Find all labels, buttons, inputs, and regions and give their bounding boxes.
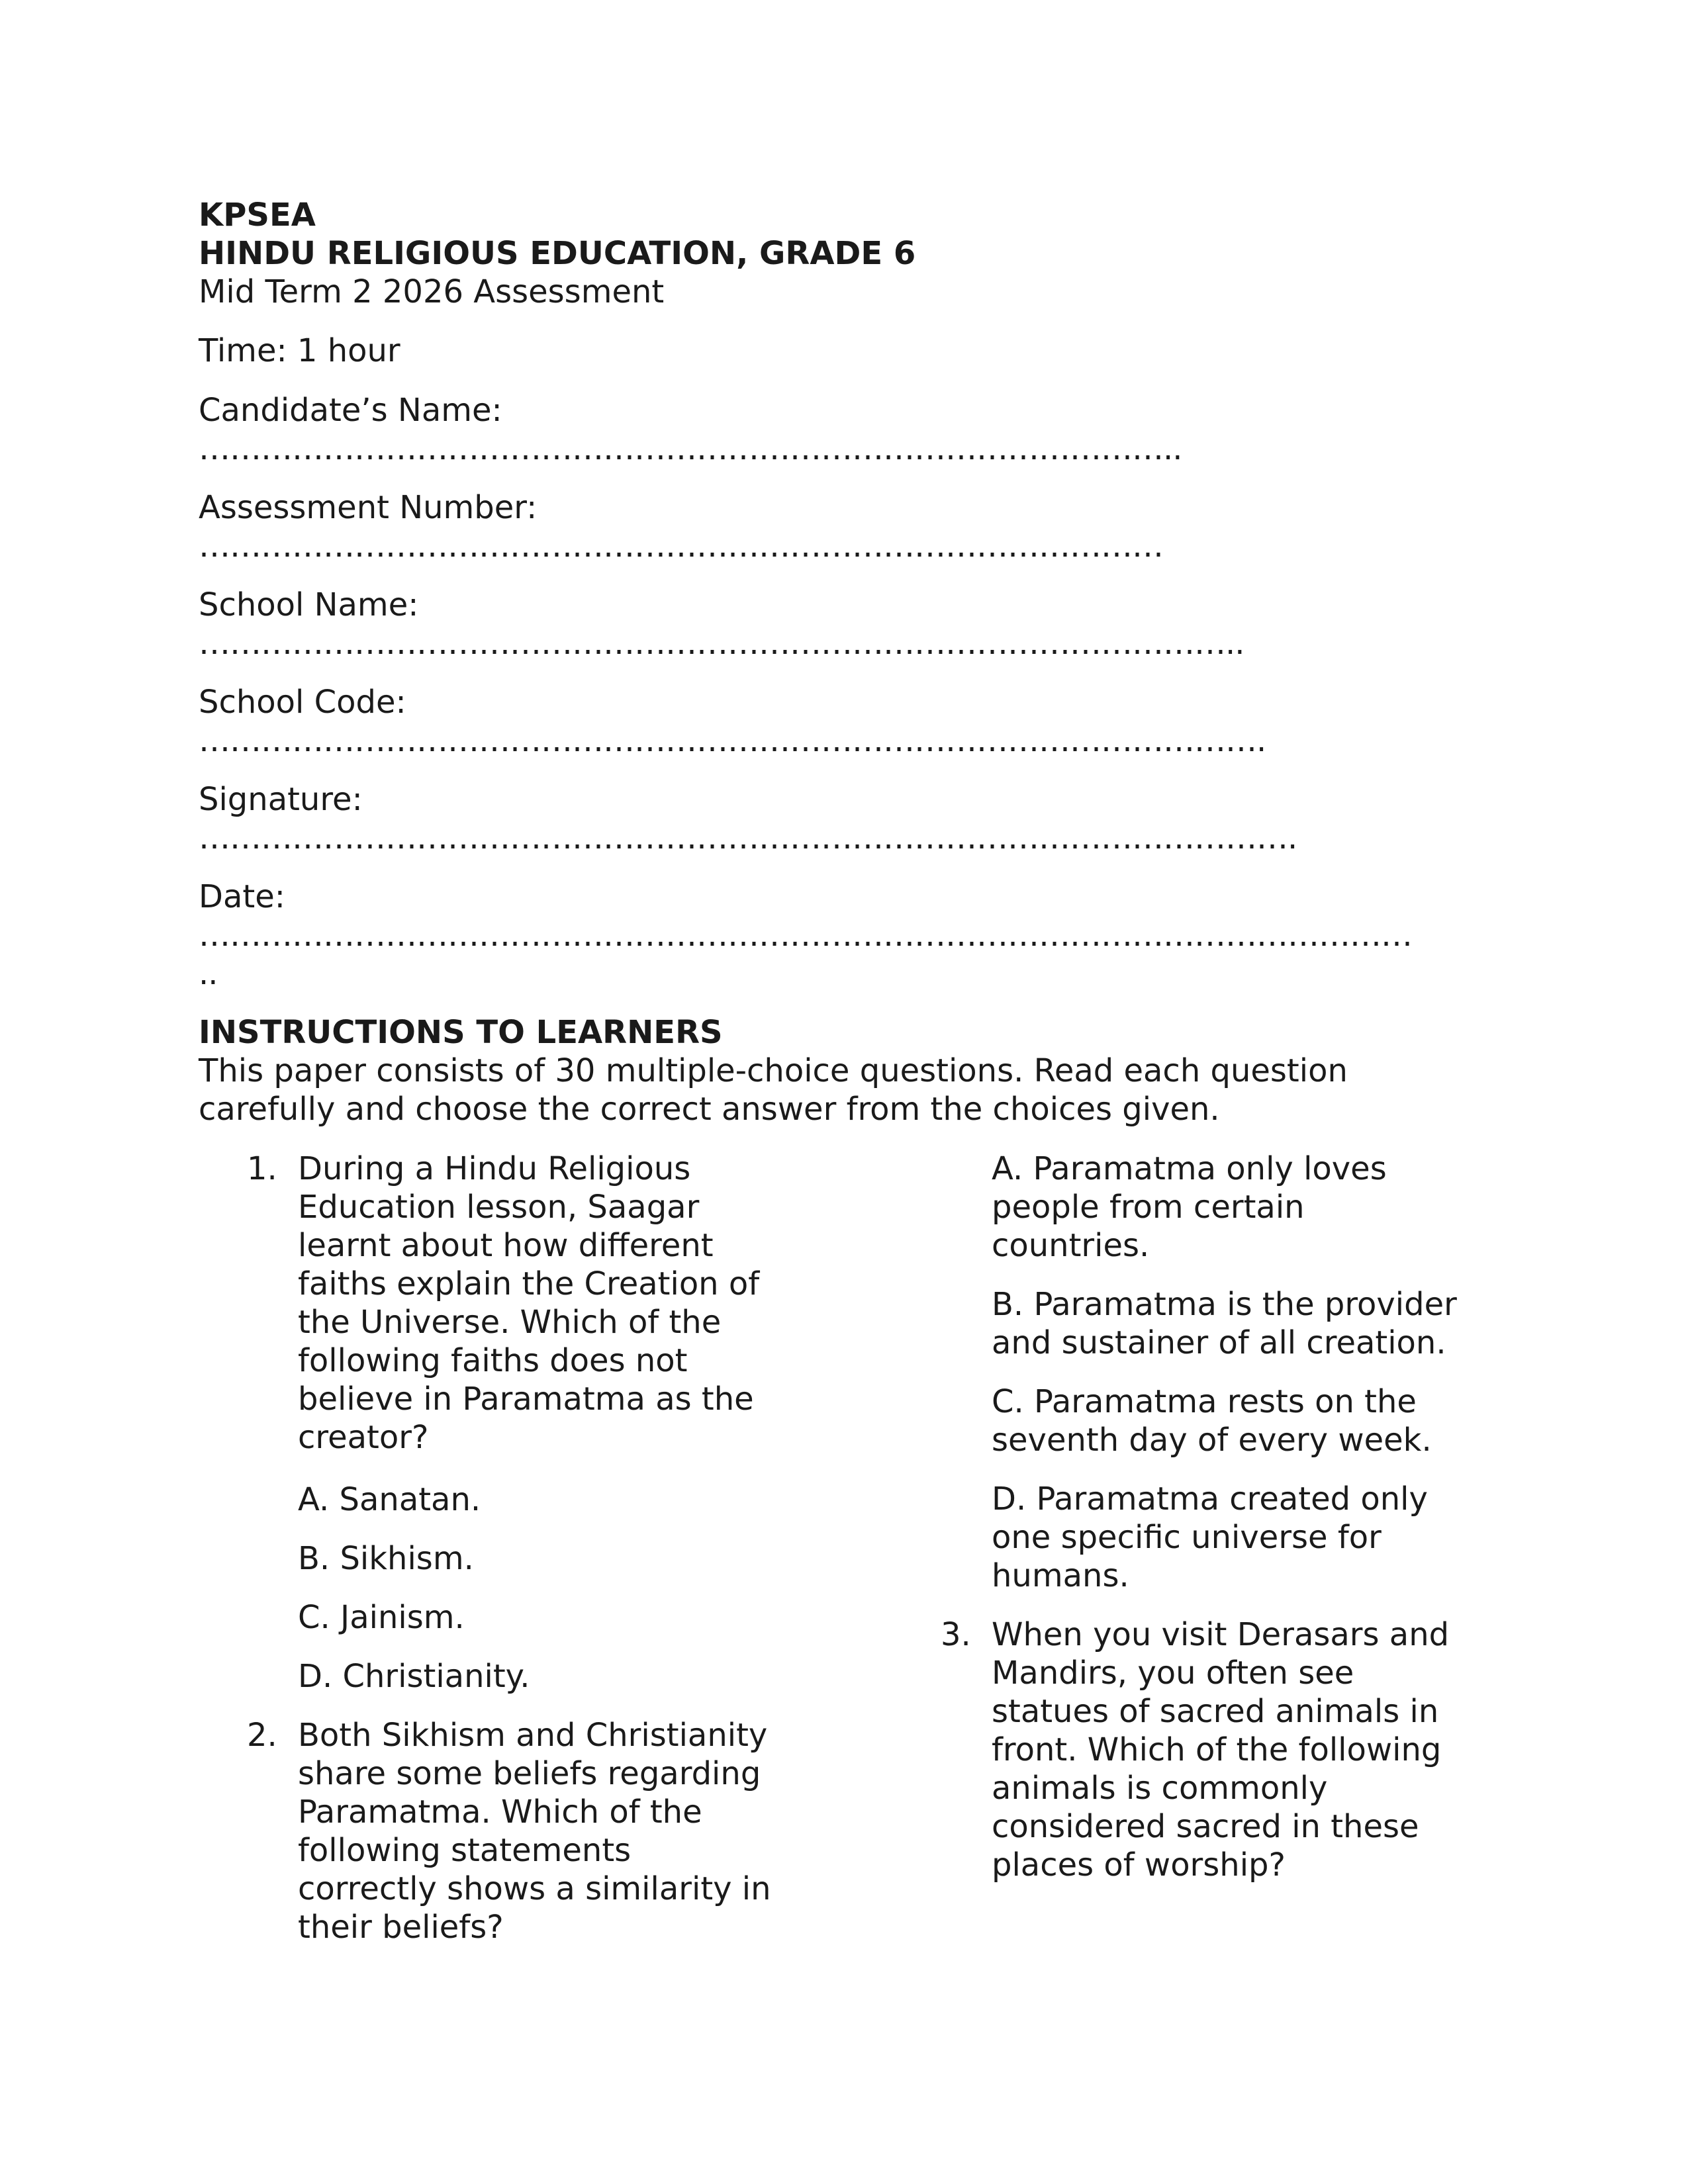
date-line-continued: .. <box>199 955 218 992</box>
question-2-option-a[interactable]: A. Paramatma only loves people from certain countries. <box>992 1150 1387 1264</box>
question-1-text: During a Hindu Religious Education lesson, Saagar learnt about how different faiths explain the Creation of the Universe. Which of the following faiths does not believe in Paramatma as the creator? <box>298 1150 760 1456</box>
subject-title: HINDU RELIGIOUS EDUCATION, GRADE 6 <box>199 235 916 272</box>
instructions-line-1: This paper consists of 30 multiple-choice questions. Read each question <box>199 1052 1348 1089</box>
question-1-number: 1. <box>247 1150 277 1187</box>
signature-label: Signature: <box>199 781 363 818</box>
instructions-heading: INSTRUCTIONS TO LEARNERS <box>199 1014 723 1051</box>
school-name-label: School Name: <box>199 586 419 623</box>
candidate-name-line[interactable]: ………………………………………………………………………………….. <box>199 430 1182 467</box>
question-2-option-c[interactable]: C. Paramatma rests on the seventh day of every week. <box>992 1383 1432 1459</box>
time-label: Time: 1 hour <box>199 332 400 369</box>
school-code-line[interactable]: …………………………………………………………………………………………. <box>199 722 1266 759</box>
question-3-text: When you visit Derasars and Mandirs, you often see statues of sacred animals in front. Which of the following animals is commonly considered sacred in these places of worship? <box>992 1616 1450 1884</box>
exam-title: KPSEA <box>199 197 316 234</box>
question-2-option-d[interactable]: D. Paramatma created only one specific universe for humans. <box>992 1480 1428 1594</box>
signature-line[interactable]: ……………………………………………………………………………………………. <box>199 819 1297 856</box>
instructions-line-2: carefully and choose the correct answer from the choices given. <box>199 1091 1220 1128</box>
assessment-number-label: Assessment Number: <box>199 489 538 526</box>
school-name-line[interactable]: ……………………………………………………………………………………….. <box>199 625 1244 662</box>
term-label: Mid Term 2 2026 Assessment <box>199 273 665 310</box>
school-code-label: School Code: <box>199 684 406 721</box>
question-1-option-d[interactable]: D. Christianity. <box>298 1658 530 1695</box>
question-2-text: Both Sikhism and Christianity share some beliefs regarding Paramatma. Which of the following statements correctly shows a similarity in their beliefs? <box>298 1717 771 1946</box>
date-label: Date: <box>199 878 285 915</box>
question-2-option-b[interactable]: B. Paramatma is the provider and sustainer of all creation. <box>992 1286 1457 1361</box>
question-3-number: 3. <box>941 1616 971 1653</box>
question-1-option-c[interactable]: C. Jainism. <box>298 1599 465 1636</box>
date-line[interactable]: ……………………………………………………………………………………………………… <box>199 917 1412 954</box>
candidate-name-label: Candidate’s Name: <box>199 392 502 429</box>
question-1-option-a[interactable]: A. Sanatan. <box>298 1481 481 1518</box>
question-2-number: 2. <box>247 1717 277 1754</box>
assessment-number-line[interactable]: ………………………………………………………………………………… <box>199 527 1163 565</box>
question-1-option-b[interactable]: B. Sikhism. <box>298 1540 474 1577</box>
